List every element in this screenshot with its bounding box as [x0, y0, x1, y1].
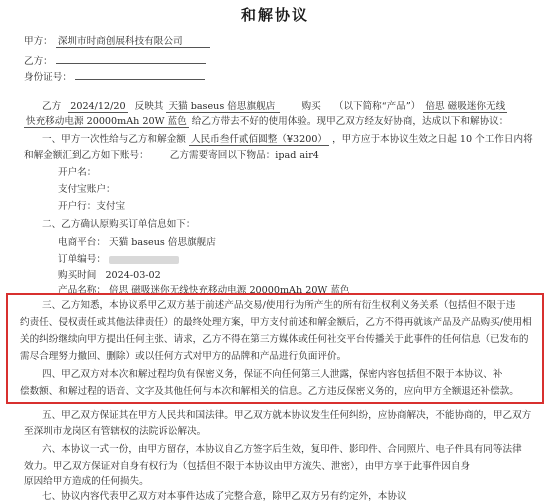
clause-6-line-2	[24, 461, 470, 473]
complaint-date: 2024/12/20	[70, 101, 126, 112]
clause-3-line-2: 约责任、侵权责任或其他法律责任）的最终处理方案，甲方支付前述和解金额后，乙方不得再就该产品及产品购买/使用相	[20, 317, 532, 328]
intro-line-1	[42, 101, 507, 113]
return-items: 乙方需要寄回以下物品：ipad air4	[169, 150, 319, 161]
store-name: 天猫 baseus 倍思旗舰店	[166, 101, 280, 113]
party-b-label: 乙方：	[24, 56, 53, 67]
settlement-amount: 人民币叁仟贰佰圆整（¥3200）	[190, 134, 328, 145]
clause-1-text-3: 和解金额汇到乙方如下账号：	[24, 150, 149, 161]
purchase-date: 2024-03-02	[105, 270, 161, 281]
intro-text-5: 给乙方带去不好的使用体验。现甲乙双方经友好协商，达成以下和解协议：	[191, 116, 509, 127]
intro-text-3: 购买	[301, 101, 321, 112]
intro-text-2: 反映其	[134, 101, 164, 112]
product-inline-2: 快充移动电源 20000mAh 20W 蓝色	[26, 116, 187, 127]
product-inline: 倍思 磁吸迷你无线	[425, 101, 506, 112]
document-title: 和解协议	[240, 6, 309, 24]
intro-text: 乙方	[42, 101, 62, 112]
order-line	[58, 254, 179, 266]
party-a-value: 深圳市时商创展科技有限公司	[56, 36, 210, 48]
purchase-label: 购买时间	[58, 270, 97, 281]
clause-1-text-2: ，甲方应于本协议生效之日起 10 个工作日内将	[332, 134, 533, 145]
party-b-blank	[56, 52, 206, 64]
platform-value: 天猫 baseus 倍思旗舰店	[109, 237, 216, 248]
product-label: 产品名称：	[58, 285, 106, 296]
clause-6-text: 效力。甲乙双方保证对自身有权行为（包括但不限于本协议由甲方流失、泄密）	[24, 461, 355, 472]
clause-3-line-3: 关的纠纷继续向甲方提出任何主张、请求，乙方不得在第三方媒体或任何社交平台传播关于此事件的任何信息（已发布的	[20, 334, 529, 345]
platform-label: 电商平台：	[58, 237, 106, 248]
clause-1-text: 一、甲方一次性给与乙方和解金额	[42, 134, 186, 145]
clause-6-line-3: 原因给甲方造成的任何损失。	[24, 476, 149, 487]
clause-3-line-1: 三、乙方知悉，本协议系甲乙双方基于前述产品交易/使用行为所产生的所有衍生权利义务关系（包括但不限于违	[42, 300, 516, 311]
order-number-redacted	[109, 256, 179, 264]
party-b-line	[24, 52, 206, 68]
clause-6-text-2: ，由甲方享于此事件因自身	[354, 461, 471, 472]
platform-line	[58, 237, 216, 249]
party-a-line	[24, 36, 210, 48]
clause-1-line-2	[24, 150, 319, 162]
intro-line-2	[24, 116, 508, 128]
clause-3-line-4: 需尽合理努力撤回、删除）或以任何方式对甲方的品牌和产品进行负面评价。	[20, 351, 347, 362]
alipay-account: 支付宝账户：	[58, 184, 116, 195]
clause-7-line-1: 七、协议内容代表甲乙双方对本事件达成了完整合意，除甲乙双方另有约定外，本协议	[42, 491, 407, 502]
clause-5-line-2: 至深圳市龙岗区有管辖权的法院诉讼解决。	[24, 426, 207, 437]
party-a-label: 甲方：	[24, 36, 53, 47]
id-blank	[75, 68, 205, 80]
order-label: 订单编号：	[58, 254, 106, 265]
product-value: 倍思 磁吸迷你无线快充移动电源 20000mAh 20W 蓝色	[109, 285, 350, 296]
clause-1-line-1	[42, 134, 533, 146]
bank-name: 开户行：支付宝	[58, 201, 126, 212]
id-label: 身份证号：	[24, 72, 72, 83]
clause-5-line-1: 五、甲乙双方保证其在甲方人民共和国法律。甲乙双方就本协议发生任何纠纷，应协商解决，不能协商的，甲乙双方	[42, 410, 532, 421]
clause-6-line-1: 六、本协议一式一份，由甲方留存，本协议自乙方签字后生效，复印件、影印件、合同照片、电子件具有同等法律	[42, 444, 522, 455]
purchase-line	[58, 270, 161, 282]
clause-4-line-1: 四、甲乙双方对本次和解过程均负有保密义务，保证不向任何第三人泄露，保密内容包括但不限于本协议、补	[42, 369, 503, 380]
account-holder: 开户名：	[58, 167, 97, 178]
clause-4-line-2: 偿数额、和解过程的语音、文字及其他任何与本次和解相关的信息。乙方违反保密义务的，应向甲方全额退还补偿款。	[20, 386, 519, 397]
clause-2-title: 二、乙方确认原购买订单信息如下：	[42, 219, 196, 230]
id-line	[24, 68, 205, 84]
intro-text-4: （以下简称“产品”）	[333, 101, 421, 112]
